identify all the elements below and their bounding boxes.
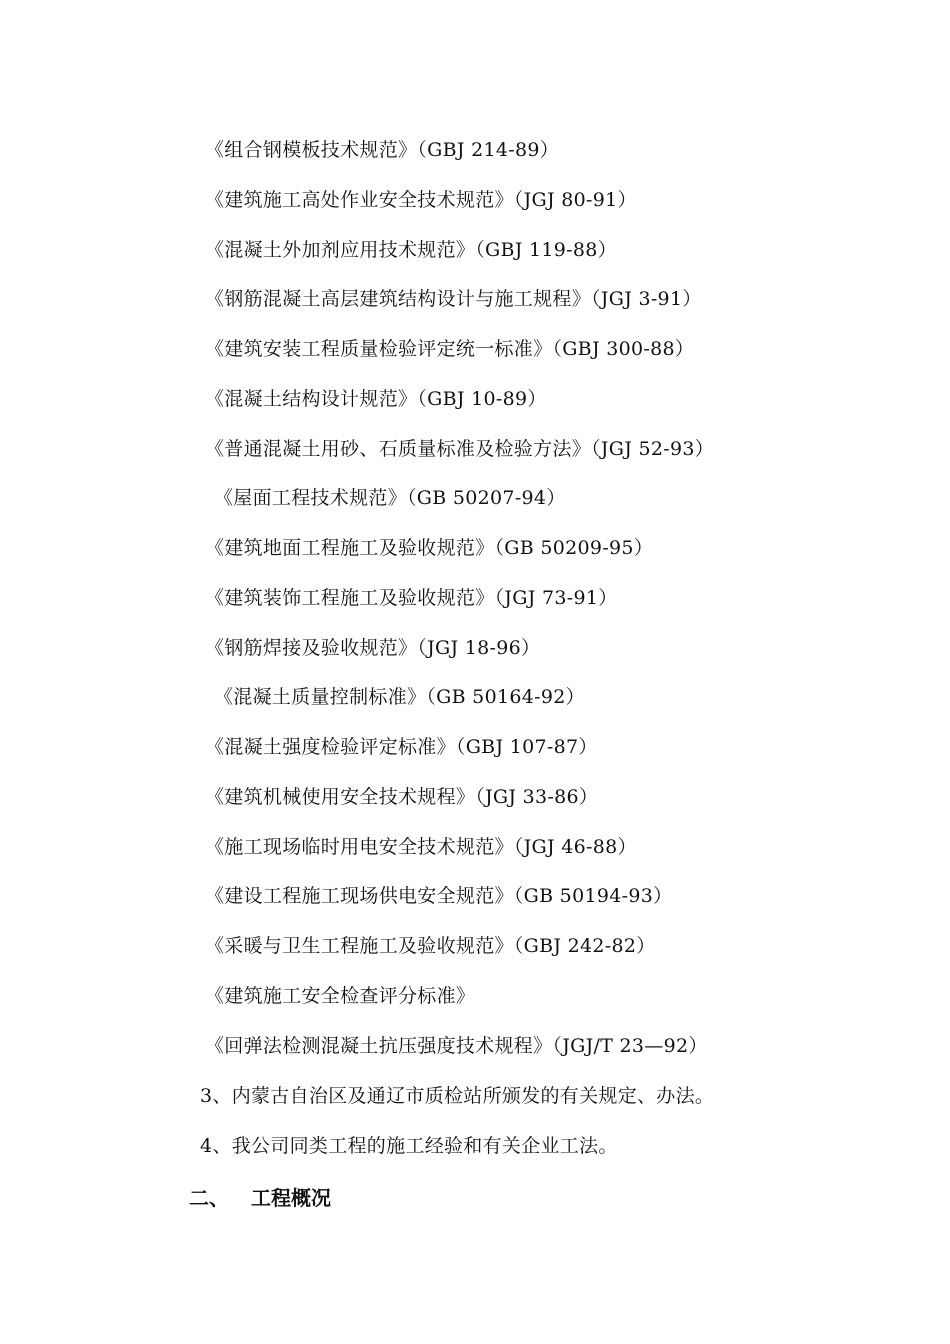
reference-line: 《钢筋混凝土高层建筑结构设计与施工规程》（JGJ 3-91） [205, 288, 702, 310]
reference-line: 《屋面工程技术规范》（GB 50207-94） [214, 487, 566, 509]
section-number: 二、 [189, 1186, 229, 1210]
reference-line: 《混凝土质量控制标准》（GB 50164-92） [214, 686, 585, 708]
basis-item: 4、我公司同类工程的施工经验和有关企业工法。 [200, 1135, 618, 1157]
reference-line: 《普通混凝土用砂、石质量标准及检验方法》（JGJ 52-93） [205, 438, 715, 460]
reference-line: 《混凝土结构设计规范》（GBJ 10-89） [205, 388, 547, 410]
reference-line: 《建筑施工高处作业安全技术规范》（JGJ 80-91） [205, 189, 637, 211]
reference-line: 《钢筋焊接及验收规范》（JGJ 18-96） [205, 637, 541, 659]
reference-line: 《建筑地面工程施工及验收规范》（GB 50209-95） [205, 537, 654, 559]
reference-line: 《建筑装饰工程施工及验收规范》（JGJ 73-91） [205, 587, 618, 609]
reference-line: 《建筑机械使用安全技术规程》（JGJ 33-86） [205, 786, 599, 808]
basis-item: 3、内蒙古自治区及通辽市质检站所颁发的有关规定、办法。 [200, 1085, 715, 1107]
reference-line: 《混凝土强度检验评定标准》（GBJ 107-87） [205, 736, 598, 758]
section-title: 工程概况 [251, 1186, 331, 1210]
reference-line: 《回弹法检测混凝土抗压强度技术规程》（JGJ/T 23—92） [205, 1035, 708, 1057]
section-heading [189, 1184, 331, 1212]
reference-line: 《建筑安装工程质量检验评定统一标准》（GBJ 300-88） [205, 338, 695, 360]
reference-line: 《建设工程施工现场供电安全规范》（GB 50194-93） [205, 885, 673, 907]
reference-line: 《建筑施工安全检查评分标准》 [205, 985, 476, 1007]
reference-line: 《施工现场临时用电安全技术规范》（JGJ 46-88） [205, 836, 637, 858]
reference-line: 《混凝土外加剂应用技术规范》（GBJ 119-88） [205, 239, 617, 261]
reference-line: 《组合钢模板技术规范》（GBJ 214-89） [205, 139, 560, 161]
reference-line: 《采暖与卫生工程施工及验收规范》（GBJ 242-82） [205, 935, 656, 957]
